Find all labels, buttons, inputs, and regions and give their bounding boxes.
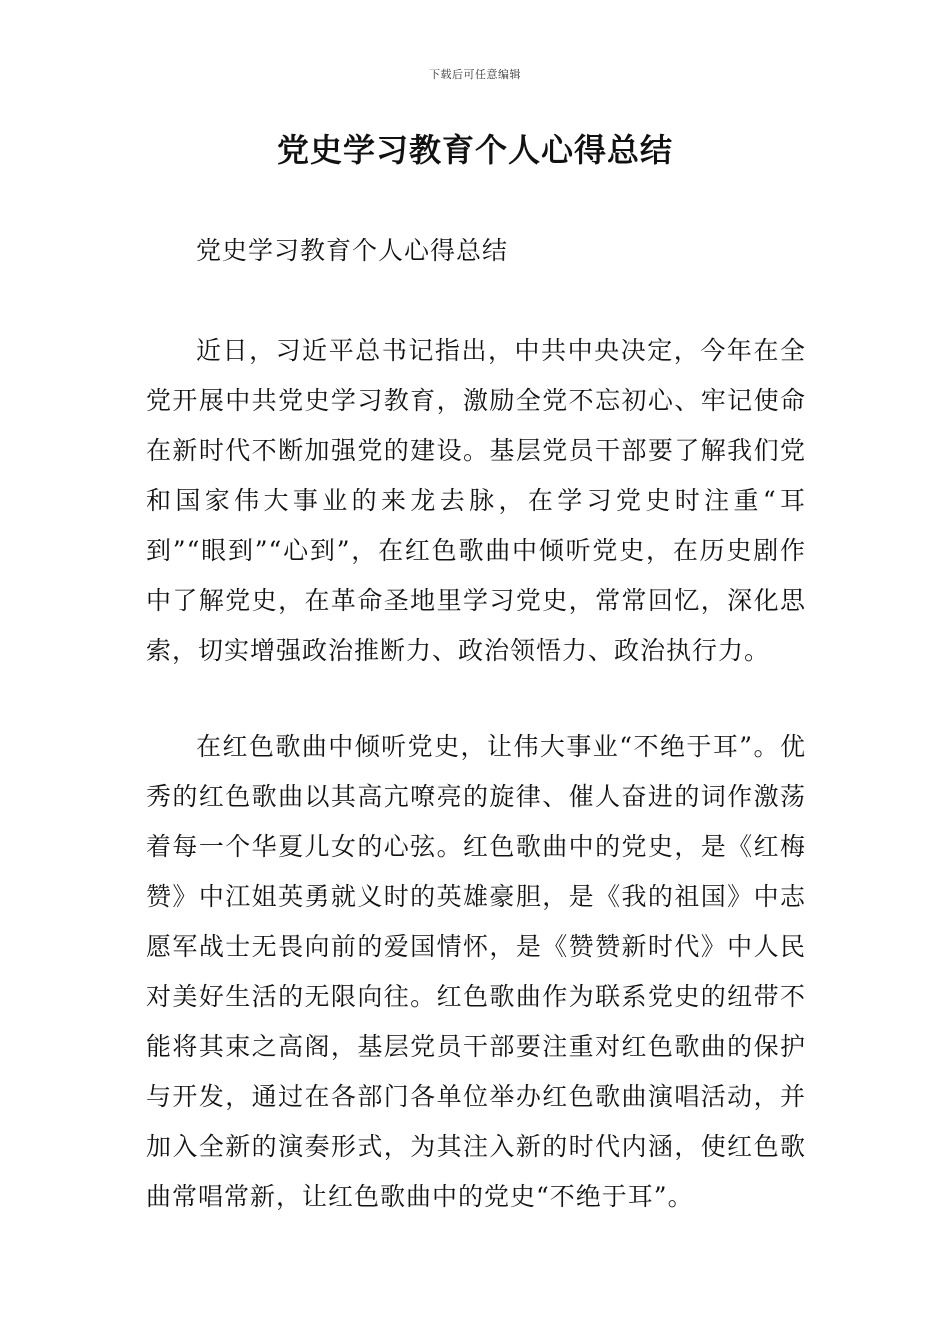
paragraph-1: 近日，习近平总书记指出，中共中央决定，今年在全党开展中共党史学习教育，激励全党不忘初心、牢记使命在新时代不断加强党的建设。基层党员干部要了解我们党和国家伟大事业的来龙去脉，在学习党史时注重“耳到”“眼到”“心到”，在红色歌曲中倾听党史，在历史剧作中了解党史，在革命圣地里学习党史，常常回忆，深化思索，切实增强政治推断力、政治领悟力、政治执行力。 [146, 336, 806, 665]
paragraph-2: 在红色歌曲中倾听党史，让伟大事业“不绝于耳”。优秀的红色歌曲以其高亢嘹亮的旋律、催人奋进的词作激荡着每一个华夏儿女的心弦。红色歌曲中的党史，是《红梅赞》中江姐英勇就义时的英雄豪胆，是《我的祖国》中志愿军战士无畏向前的爱国情怀，是《赞赞新时代》中人民对美好生活的无限向往。红色歌曲作为联系党史的纽带不能将其束之高阁，基层党员干部要注重对红色歌曲的保护与开发，通过在各部门各单位举办红色歌曲演唱活动，并加入全新的演奏形式，为其注入新的时代内涵，使红色歌曲常唱常新，让红色歌曲中的党史“不绝于耳”。 [146, 732, 806, 1211]
header-note: 下载后可任意编辑 [429, 68, 521, 81]
document-title: 党史学习教育个人心得总结 [276, 131, 673, 169]
document-subheading: 党史学习教育个人心得总结 [196, 236, 509, 265]
